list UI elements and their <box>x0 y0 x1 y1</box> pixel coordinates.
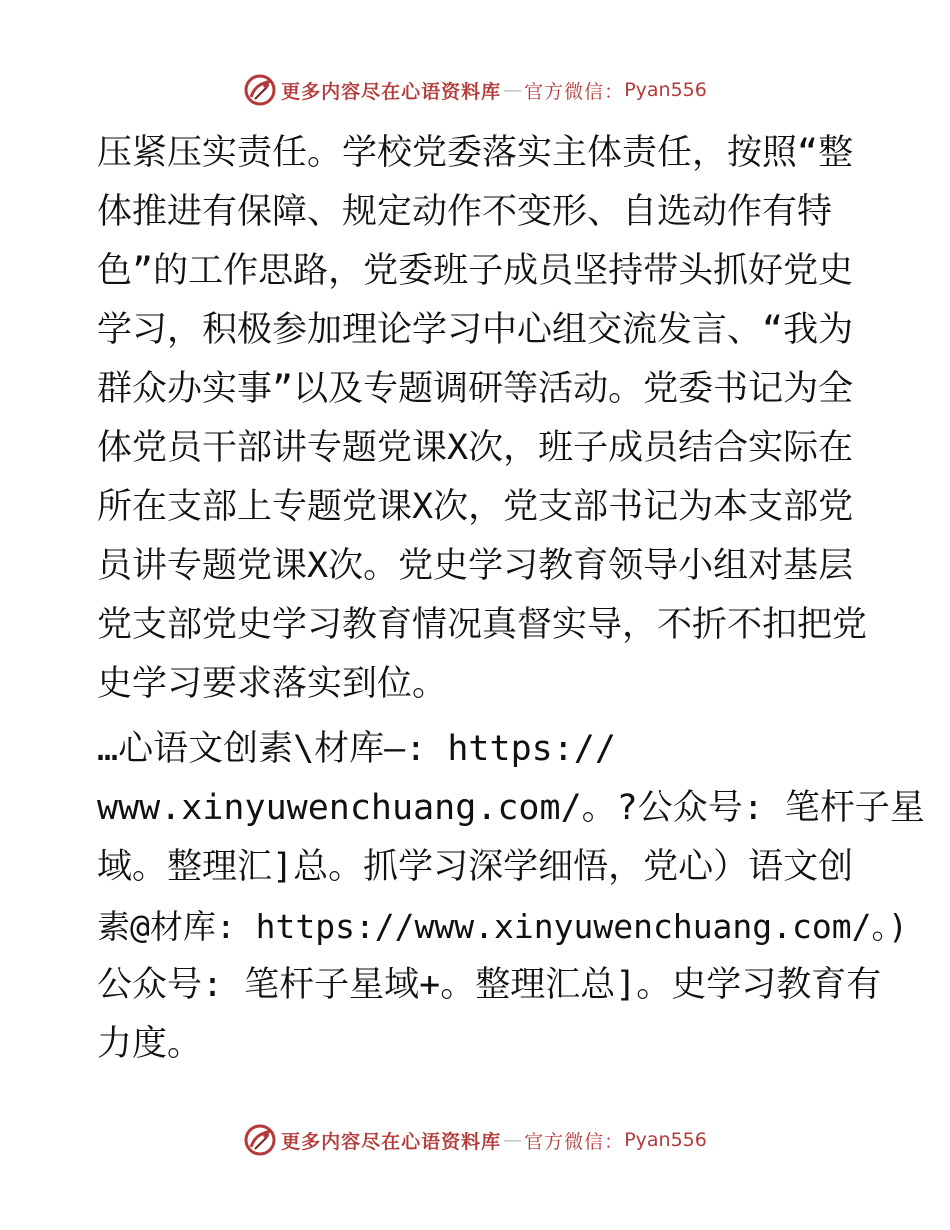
banner-text: 更多内容尽在心语资料库 <box>281 80 502 103</box>
logo-icon <box>243 73 277 107</box>
text-line: 所在支部上专题党课X次，党支部书记为本支部党 <box>97 487 854 527</box>
text-line: www.xinyuwenchuang.com/。?公众号: 笔杆子星 <box>97 788 925 828</box>
logo-icon <box>243 1123 277 1157</box>
text-line: 员讲专题党课X次。党史学习教育领导小组对基层 <box>97 546 854 586</box>
wechat-id: Pyan556 <box>624 1129 707 1151</box>
text-line: 党支部党史学习教育情况真督实导，不折不扣把党 <box>97 605 868 645</box>
header-banner <box>0 72 950 108</box>
text-line: 史学习要求落实到位。 <box>97 664 448 704</box>
text-line: 体推进有保障、规定动作不变形、自选动作有特 <box>97 192 833 232</box>
wechat-label: 官方微信： <box>524 1130 625 1153</box>
text-line: 体党员干部讲专题党课X次，班子成员结合实际在 <box>97 428 854 468</box>
banner-text: 更多内容尽在心语资料库 <box>281 1130 502 1153</box>
text-line: 素@材库: https://www.xinyuwenchuang.com/。) <box>97 907 908 946</box>
paragraph-responsibility <box>97 124 868 714</box>
text-line: 色”的工作思路，党委班子成员坚持带头抓好党史 <box>97 251 854 291</box>
text-line: 域。整理汇]总。抓学习深学细悟，党心）语文创 <box>97 847 854 887</box>
text-line: …心语文创素\材库—: https:// <box>97 729 616 769</box>
footer-banner <box>0 1122 950 1158</box>
text-line: 群众办实事”以及专题调研等活动。党委书记为全 <box>97 369 854 409</box>
text-line: 公众号: 笔杆子星域+。整理汇总]。史学习教育有 <box>97 965 882 1005</box>
banner-dash: — <box>503 1129 523 1151</box>
banner-dash: — <box>503 79 523 101</box>
wechat-id: Pyan556 <box>624 79 707 101</box>
wechat-label: 官方微信： <box>524 80 625 103</box>
paragraph-study <box>97 720 925 1074</box>
text-line: 压紧压实责任。学校党委落实主体责任，按照“整 <box>97 133 854 173</box>
text-line: 学习，积极参加理论学习中心组交流发言、“我为 <box>97 310 854 350</box>
text-line: 力度。 <box>97 1024 203 1064</box>
